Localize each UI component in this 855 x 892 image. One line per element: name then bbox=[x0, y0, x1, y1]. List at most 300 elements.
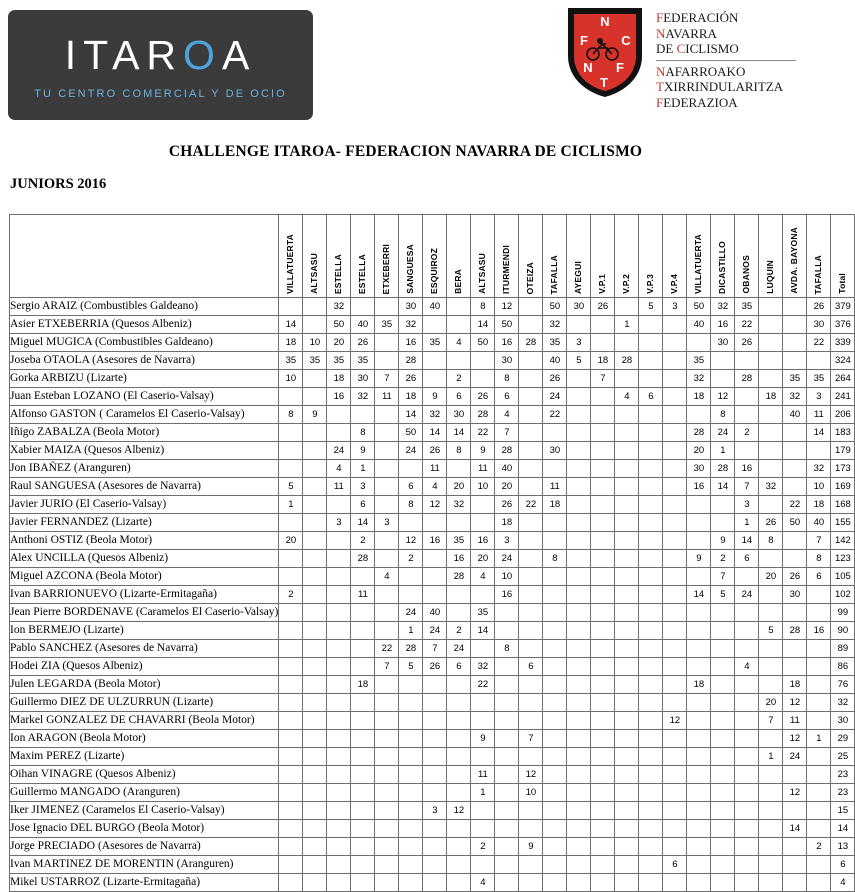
page-header bbox=[0, 0, 811, 128]
score-cell: 50 bbox=[783, 514, 807, 532]
score-cell bbox=[303, 640, 327, 658]
score-cell: 26 bbox=[759, 514, 783, 532]
score-cell: 18 bbox=[783, 676, 807, 694]
score-cell bbox=[711, 496, 735, 514]
column-header-race bbox=[711, 215, 735, 298]
score-cell bbox=[639, 694, 663, 712]
score-cell: 2 bbox=[447, 622, 471, 640]
score-cell: 8 bbox=[711, 406, 735, 424]
score-cell bbox=[663, 622, 687, 640]
table-body bbox=[10, 298, 855, 892]
score-cell bbox=[759, 496, 783, 514]
score-cell bbox=[783, 766, 807, 784]
score-cell bbox=[543, 820, 567, 838]
score-cell bbox=[351, 766, 375, 784]
score-cell bbox=[591, 856, 615, 874]
score-cell bbox=[759, 676, 783, 694]
score-cell: 16 bbox=[423, 532, 447, 550]
score-cell: 14 bbox=[423, 424, 447, 442]
total-cell: 6 bbox=[831, 856, 855, 874]
score-cell bbox=[543, 424, 567, 442]
score-cell bbox=[495, 658, 519, 676]
score-cell bbox=[519, 460, 543, 478]
score-cell bbox=[375, 856, 399, 874]
score-cell: 2 bbox=[735, 424, 759, 442]
score-cell bbox=[495, 730, 519, 748]
score-cell bbox=[615, 658, 639, 676]
score-cell bbox=[663, 658, 687, 676]
score-cell bbox=[303, 370, 327, 388]
score-cell: 30 bbox=[399, 298, 423, 316]
score-cell bbox=[567, 424, 591, 442]
score-cell bbox=[639, 370, 663, 388]
total-cell: 15 bbox=[831, 802, 855, 820]
score-cell: 35 bbox=[327, 352, 351, 370]
score-cell: 1 bbox=[471, 784, 495, 802]
score-cell bbox=[567, 622, 591, 640]
score-cell bbox=[351, 838, 375, 856]
total-cell: 25 bbox=[831, 748, 855, 766]
score-cell bbox=[519, 622, 543, 640]
score-cell bbox=[567, 514, 591, 532]
score-cell: 10 bbox=[279, 370, 303, 388]
score-cell: 10 bbox=[519, 784, 543, 802]
score-cell: 30 bbox=[687, 460, 711, 478]
score-cell bbox=[327, 496, 351, 514]
score-cell bbox=[759, 640, 783, 658]
score-cell bbox=[303, 298, 327, 316]
total-cell: 264 bbox=[831, 370, 855, 388]
rider-name-cell: Javier FERNANDEZ (Lizarte) bbox=[10, 514, 279, 532]
rider-name-cell: Juan Esteban LOZANO (El Caserio-Valsay) bbox=[10, 388, 279, 406]
score-cell: 5 bbox=[711, 586, 735, 604]
score-cell: 8 bbox=[543, 550, 567, 568]
column-header-race bbox=[639, 215, 663, 298]
rider-name-cell: Jorge PRECIADO (Asesores de Navarra) bbox=[10, 838, 279, 856]
rider-name-cell: Sergio ARAIZ (Combustibles Galdeano) bbox=[10, 298, 279, 316]
score-cell bbox=[375, 622, 399, 640]
column-header-label: ITURMENDI bbox=[501, 244, 512, 294]
score-cell: 2 bbox=[471, 838, 495, 856]
score-cell bbox=[663, 766, 687, 784]
rider-name-cell: Ivan MARTINEZ DE MORENTIN (Aranguren) bbox=[10, 856, 279, 874]
score-cell bbox=[567, 874, 591, 892]
score-cell bbox=[279, 658, 303, 676]
column-header-label: V.P.2 bbox=[621, 274, 632, 294]
column-header-race bbox=[279, 215, 303, 298]
score-cell bbox=[711, 766, 735, 784]
page-title: CHALLENGE ITAROA- FEDERACION NAVARRA DE CICLISMO bbox=[168, 143, 643, 160]
score-cell bbox=[591, 478, 615, 496]
score-cell: 7 bbox=[759, 712, 783, 730]
total-cell: 183 bbox=[831, 424, 855, 442]
score-cell bbox=[615, 478, 639, 496]
score-cell: 32 bbox=[759, 478, 783, 496]
score-cell bbox=[807, 658, 831, 676]
total-cell: 173 bbox=[831, 460, 855, 478]
column-header-race bbox=[543, 215, 567, 298]
score-cell: 8 bbox=[399, 496, 423, 514]
score-cell: 12 bbox=[783, 694, 807, 712]
score-cell: 3 bbox=[495, 532, 519, 550]
column-header-race bbox=[495, 215, 519, 298]
score-cell bbox=[783, 802, 807, 820]
total-cell: 168 bbox=[831, 496, 855, 514]
score-cell: 11 bbox=[351, 586, 375, 604]
score-cell bbox=[759, 784, 783, 802]
score-cell: 7 bbox=[495, 424, 519, 442]
svg-text:C: C bbox=[621, 33, 631, 48]
score-cell bbox=[711, 712, 735, 730]
column-header-race bbox=[399, 215, 423, 298]
score-cell bbox=[759, 802, 783, 820]
score-cell bbox=[303, 874, 327, 892]
score-cell: 32 bbox=[327, 298, 351, 316]
score-cell bbox=[783, 604, 807, 622]
score-cell bbox=[375, 334, 399, 352]
score-cell: 6 bbox=[447, 658, 471, 676]
score-cell: 35 bbox=[423, 334, 447, 352]
total-cell: 324 bbox=[831, 352, 855, 370]
score-cell bbox=[639, 748, 663, 766]
score-cell bbox=[567, 748, 591, 766]
column-header-race bbox=[447, 215, 471, 298]
score-cell bbox=[327, 694, 351, 712]
score-cell bbox=[327, 874, 351, 892]
score-cell bbox=[615, 532, 639, 550]
score-cell: 3 bbox=[663, 298, 687, 316]
rider-name-cell: Gorka ARBIZU (Lizarte) bbox=[10, 370, 279, 388]
score-cell bbox=[447, 856, 471, 874]
column-header-label: VILLATUERTA bbox=[693, 234, 704, 294]
score-cell bbox=[351, 604, 375, 622]
table-row bbox=[10, 406, 855, 424]
score-cell bbox=[807, 766, 831, 784]
score-cell bbox=[279, 298, 303, 316]
column-header-race bbox=[759, 215, 783, 298]
score-cell bbox=[711, 874, 735, 892]
score-cell bbox=[687, 820, 711, 838]
score-cell: 16 bbox=[495, 586, 519, 604]
score-cell: 20 bbox=[687, 442, 711, 460]
score-cell bbox=[687, 622, 711, 640]
score-cell: 7 bbox=[375, 370, 399, 388]
score-cell bbox=[615, 496, 639, 514]
score-cell: 24 bbox=[543, 388, 567, 406]
rider-name-cell: Asier ETXEBERRIA (Quesos Albeniz) bbox=[10, 316, 279, 334]
score-cell bbox=[279, 748, 303, 766]
score-cell bbox=[519, 820, 543, 838]
score-cell bbox=[279, 514, 303, 532]
score-cell bbox=[519, 712, 543, 730]
total-cell: 4 bbox=[831, 874, 855, 892]
score-cell bbox=[711, 694, 735, 712]
score-cell bbox=[327, 640, 351, 658]
score-cell: 18 bbox=[687, 388, 711, 406]
score-cell bbox=[519, 298, 543, 316]
total-cell: 339 bbox=[831, 334, 855, 352]
score-cell bbox=[807, 712, 831, 730]
score-cell: 35 bbox=[279, 352, 303, 370]
score-cell: 9 bbox=[519, 838, 543, 856]
table-row bbox=[10, 748, 855, 766]
score-cell bbox=[735, 622, 759, 640]
score-cell: 26 bbox=[735, 334, 759, 352]
score-cell: 50 bbox=[687, 298, 711, 316]
federation-eu-line-3: FEDERAZIOA bbox=[656, 94, 738, 110]
table-row bbox=[10, 370, 855, 388]
score-cell: 12 bbox=[783, 730, 807, 748]
score-cell bbox=[543, 568, 567, 586]
score-cell: 32 bbox=[543, 316, 567, 334]
score-cell bbox=[519, 352, 543, 370]
score-cell bbox=[615, 298, 639, 316]
score-cell: 26 bbox=[399, 370, 423, 388]
score-cell bbox=[687, 568, 711, 586]
score-cell bbox=[591, 532, 615, 550]
score-cell bbox=[399, 838, 423, 856]
score-cell: 18 bbox=[399, 388, 423, 406]
score-cell bbox=[351, 784, 375, 802]
score-cell bbox=[639, 586, 663, 604]
score-cell: 20 bbox=[471, 550, 495, 568]
score-cell: 14 bbox=[711, 478, 735, 496]
score-cell bbox=[279, 856, 303, 874]
score-cell bbox=[759, 820, 783, 838]
score-cell bbox=[615, 334, 639, 352]
score-cell: 28 bbox=[471, 406, 495, 424]
score-cell bbox=[423, 730, 447, 748]
column-header-race bbox=[687, 215, 711, 298]
score-cell bbox=[567, 586, 591, 604]
score-cell bbox=[687, 712, 711, 730]
score-cell bbox=[543, 460, 567, 478]
table-row bbox=[10, 424, 855, 442]
score-cell: 24 bbox=[399, 442, 423, 460]
score-cell bbox=[615, 694, 639, 712]
score-cell bbox=[471, 694, 495, 712]
score-cell bbox=[663, 388, 687, 406]
score-cell bbox=[663, 802, 687, 820]
score-cell: 16 bbox=[807, 622, 831, 640]
score-cell: 14 bbox=[783, 820, 807, 838]
score-cell bbox=[687, 406, 711, 424]
column-header-label: AVDA. BAYONA bbox=[789, 227, 800, 294]
score-cell bbox=[447, 298, 471, 316]
score-cell bbox=[663, 352, 687, 370]
rider-name-cell: Oihan VINAGRE (Quesos Albeniz) bbox=[10, 766, 279, 784]
score-cell bbox=[615, 676, 639, 694]
score-cell: 50 bbox=[399, 424, 423, 442]
score-cell: 11 bbox=[327, 478, 351, 496]
score-cell: 22 bbox=[543, 406, 567, 424]
table-row bbox=[10, 712, 855, 730]
score-cell: 32 bbox=[783, 388, 807, 406]
rider-name-cell: Ivan BARRIONUEVO (Lizarte-Ermitagaña) bbox=[10, 586, 279, 604]
score-cell bbox=[351, 712, 375, 730]
score-cell bbox=[423, 550, 447, 568]
itaroa-word-part2: A bbox=[221, 32, 257, 78]
score-cell: 28 bbox=[399, 352, 423, 370]
federation-divider bbox=[656, 60, 796, 61]
score-cell bbox=[615, 784, 639, 802]
score-cell bbox=[639, 640, 663, 658]
score-cell: 18 bbox=[759, 388, 783, 406]
score-cell bbox=[519, 694, 543, 712]
score-cell: 12 bbox=[783, 784, 807, 802]
score-cell bbox=[447, 820, 471, 838]
score-cell: 18 bbox=[327, 370, 351, 388]
score-cell bbox=[303, 658, 327, 676]
score-cell bbox=[423, 568, 447, 586]
score-cell: 12 bbox=[495, 298, 519, 316]
score-cell: 11 bbox=[807, 406, 831, 424]
score-cell bbox=[639, 424, 663, 442]
score-cell bbox=[663, 586, 687, 604]
column-header-race bbox=[519, 215, 543, 298]
score-cell bbox=[567, 478, 591, 496]
score-cell bbox=[519, 676, 543, 694]
score-cell: 1 bbox=[759, 748, 783, 766]
score-cell bbox=[423, 856, 447, 874]
table-row bbox=[10, 622, 855, 640]
score-cell: 32 bbox=[399, 316, 423, 334]
score-cell bbox=[687, 838, 711, 856]
score-cell bbox=[639, 604, 663, 622]
score-cell: 30 bbox=[711, 334, 735, 352]
score-cell bbox=[567, 640, 591, 658]
score-cell: 2 bbox=[279, 586, 303, 604]
federation-eu-line-1: NAFARROAKO bbox=[656, 63, 746, 79]
score-cell: 32 bbox=[711, 298, 735, 316]
score-cell: 22 bbox=[471, 676, 495, 694]
score-cell bbox=[735, 442, 759, 460]
score-cell bbox=[519, 424, 543, 442]
score-cell bbox=[495, 604, 519, 622]
score-cell bbox=[759, 766, 783, 784]
score-cell bbox=[591, 694, 615, 712]
score-cell bbox=[351, 658, 375, 676]
rider-name-cell: Mikel USTARROZ (Lizarte-Ermitagaña) bbox=[10, 874, 279, 892]
rider-name-cell: Jose Ignacio DEL BURGO (Beola Motor) bbox=[10, 820, 279, 838]
score-cell: 3 bbox=[423, 802, 447, 820]
score-cell bbox=[687, 514, 711, 532]
score-cell: 7 bbox=[591, 370, 615, 388]
score-cell bbox=[591, 388, 615, 406]
score-cell: 11 bbox=[543, 478, 567, 496]
score-cell bbox=[639, 496, 663, 514]
score-cell bbox=[687, 640, 711, 658]
column-header-rider bbox=[10, 215, 279, 298]
score-cell bbox=[303, 694, 327, 712]
total-cell: 90 bbox=[831, 622, 855, 640]
score-cell: 9 bbox=[351, 442, 375, 460]
score-cell: 14 bbox=[807, 424, 831, 442]
score-cell bbox=[423, 514, 447, 532]
score-cell: 2 bbox=[351, 532, 375, 550]
score-cell bbox=[519, 856, 543, 874]
score-cell bbox=[543, 838, 567, 856]
score-cell: 2 bbox=[447, 370, 471, 388]
score-cell bbox=[279, 766, 303, 784]
score-cell: 1 bbox=[807, 730, 831, 748]
svg-text:F: F bbox=[616, 60, 624, 75]
score-cell bbox=[567, 370, 591, 388]
table-row bbox=[10, 316, 855, 334]
score-cell bbox=[735, 694, 759, 712]
score-cell bbox=[735, 640, 759, 658]
score-cell: 1 bbox=[735, 514, 759, 532]
score-cell bbox=[663, 370, 687, 388]
rider-name-cell: Julen LEGARDA (Beola Motor) bbox=[10, 676, 279, 694]
score-cell bbox=[639, 550, 663, 568]
score-cell bbox=[735, 676, 759, 694]
score-cell: 8 bbox=[495, 370, 519, 388]
score-cell: 30 bbox=[807, 316, 831, 334]
score-cell bbox=[519, 478, 543, 496]
svg-text:N: N bbox=[600, 14, 610, 29]
score-cell bbox=[807, 442, 831, 460]
score-cell bbox=[783, 334, 807, 352]
score-cell bbox=[423, 748, 447, 766]
itaroa-tagline: TU CENTRO COMERCIAL Y DE OCIO bbox=[34, 88, 287, 100]
rider-name-cell: Jon IBAÑEZ (Aranguren) bbox=[10, 460, 279, 478]
score-cell bbox=[567, 604, 591, 622]
score-cell bbox=[591, 766, 615, 784]
score-cell bbox=[519, 640, 543, 658]
rider-name-cell: Guillermo DIEZ DE ULZURRUN (Lizarte) bbox=[10, 694, 279, 712]
rider-name-cell: Javier JURIO (El Caserio-Valsay) bbox=[10, 496, 279, 514]
score-cell bbox=[327, 658, 351, 676]
score-cell bbox=[423, 766, 447, 784]
score-cell: 10 bbox=[471, 478, 495, 496]
score-cell bbox=[327, 766, 351, 784]
score-cell bbox=[495, 748, 519, 766]
score-cell bbox=[471, 820, 495, 838]
score-cell bbox=[351, 802, 375, 820]
score-cell bbox=[279, 784, 303, 802]
score-cell bbox=[591, 586, 615, 604]
score-cell bbox=[783, 874, 807, 892]
score-cell: 16 bbox=[711, 316, 735, 334]
score-cell: 20 bbox=[327, 334, 351, 352]
column-header-total bbox=[831, 215, 855, 298]
federation-name-block bbox=[656, 10, 806, 110]
score-cell: 9 bbox=[687, 550, 711, 568]
score-cell: 4 bbox=[327, 460, 351, 478]
score-cell bbox=[663, 316, 687, 334]
score-cell bbox=[327, 622, 351, 640]
score-cell bbox=[759, 442, 783, 460]
total-cell: 123 bbox=[831, 550, 855, 568]
table-row bbox=[10, 856, 855, 874]
column-header-race bbox=[591, 215, 615, 298]
score-cell bbox=[711, 856, 735, 874]
score-cell bbox=[591, 514, 615, 532]
score-cell: 24 bbox=[711, 424, 735, 442]
score-cell: 35 bbox=[687, 352, 711, 370]
score-cell: 35 bbox=[351, 352, 375, 370]
score-cell bbox=[663, 514, 687, 532]
score-cell bbox=[351, 298, 375, 316]
table-row bbox=[10, 694, 855, 712]
score-cell bbox=[303, 424, 327, 442]
score-cell bbox=[639, 784, 663, 802]
score-cell: 2 bbox=[807, 838, 831, 856]
score-cell: 35 bbox=[447, 532, 471, 550]
score-cell bbox=[303, 766, 327, 784]
score-cell bbox=[759, 298, 783, 316]
